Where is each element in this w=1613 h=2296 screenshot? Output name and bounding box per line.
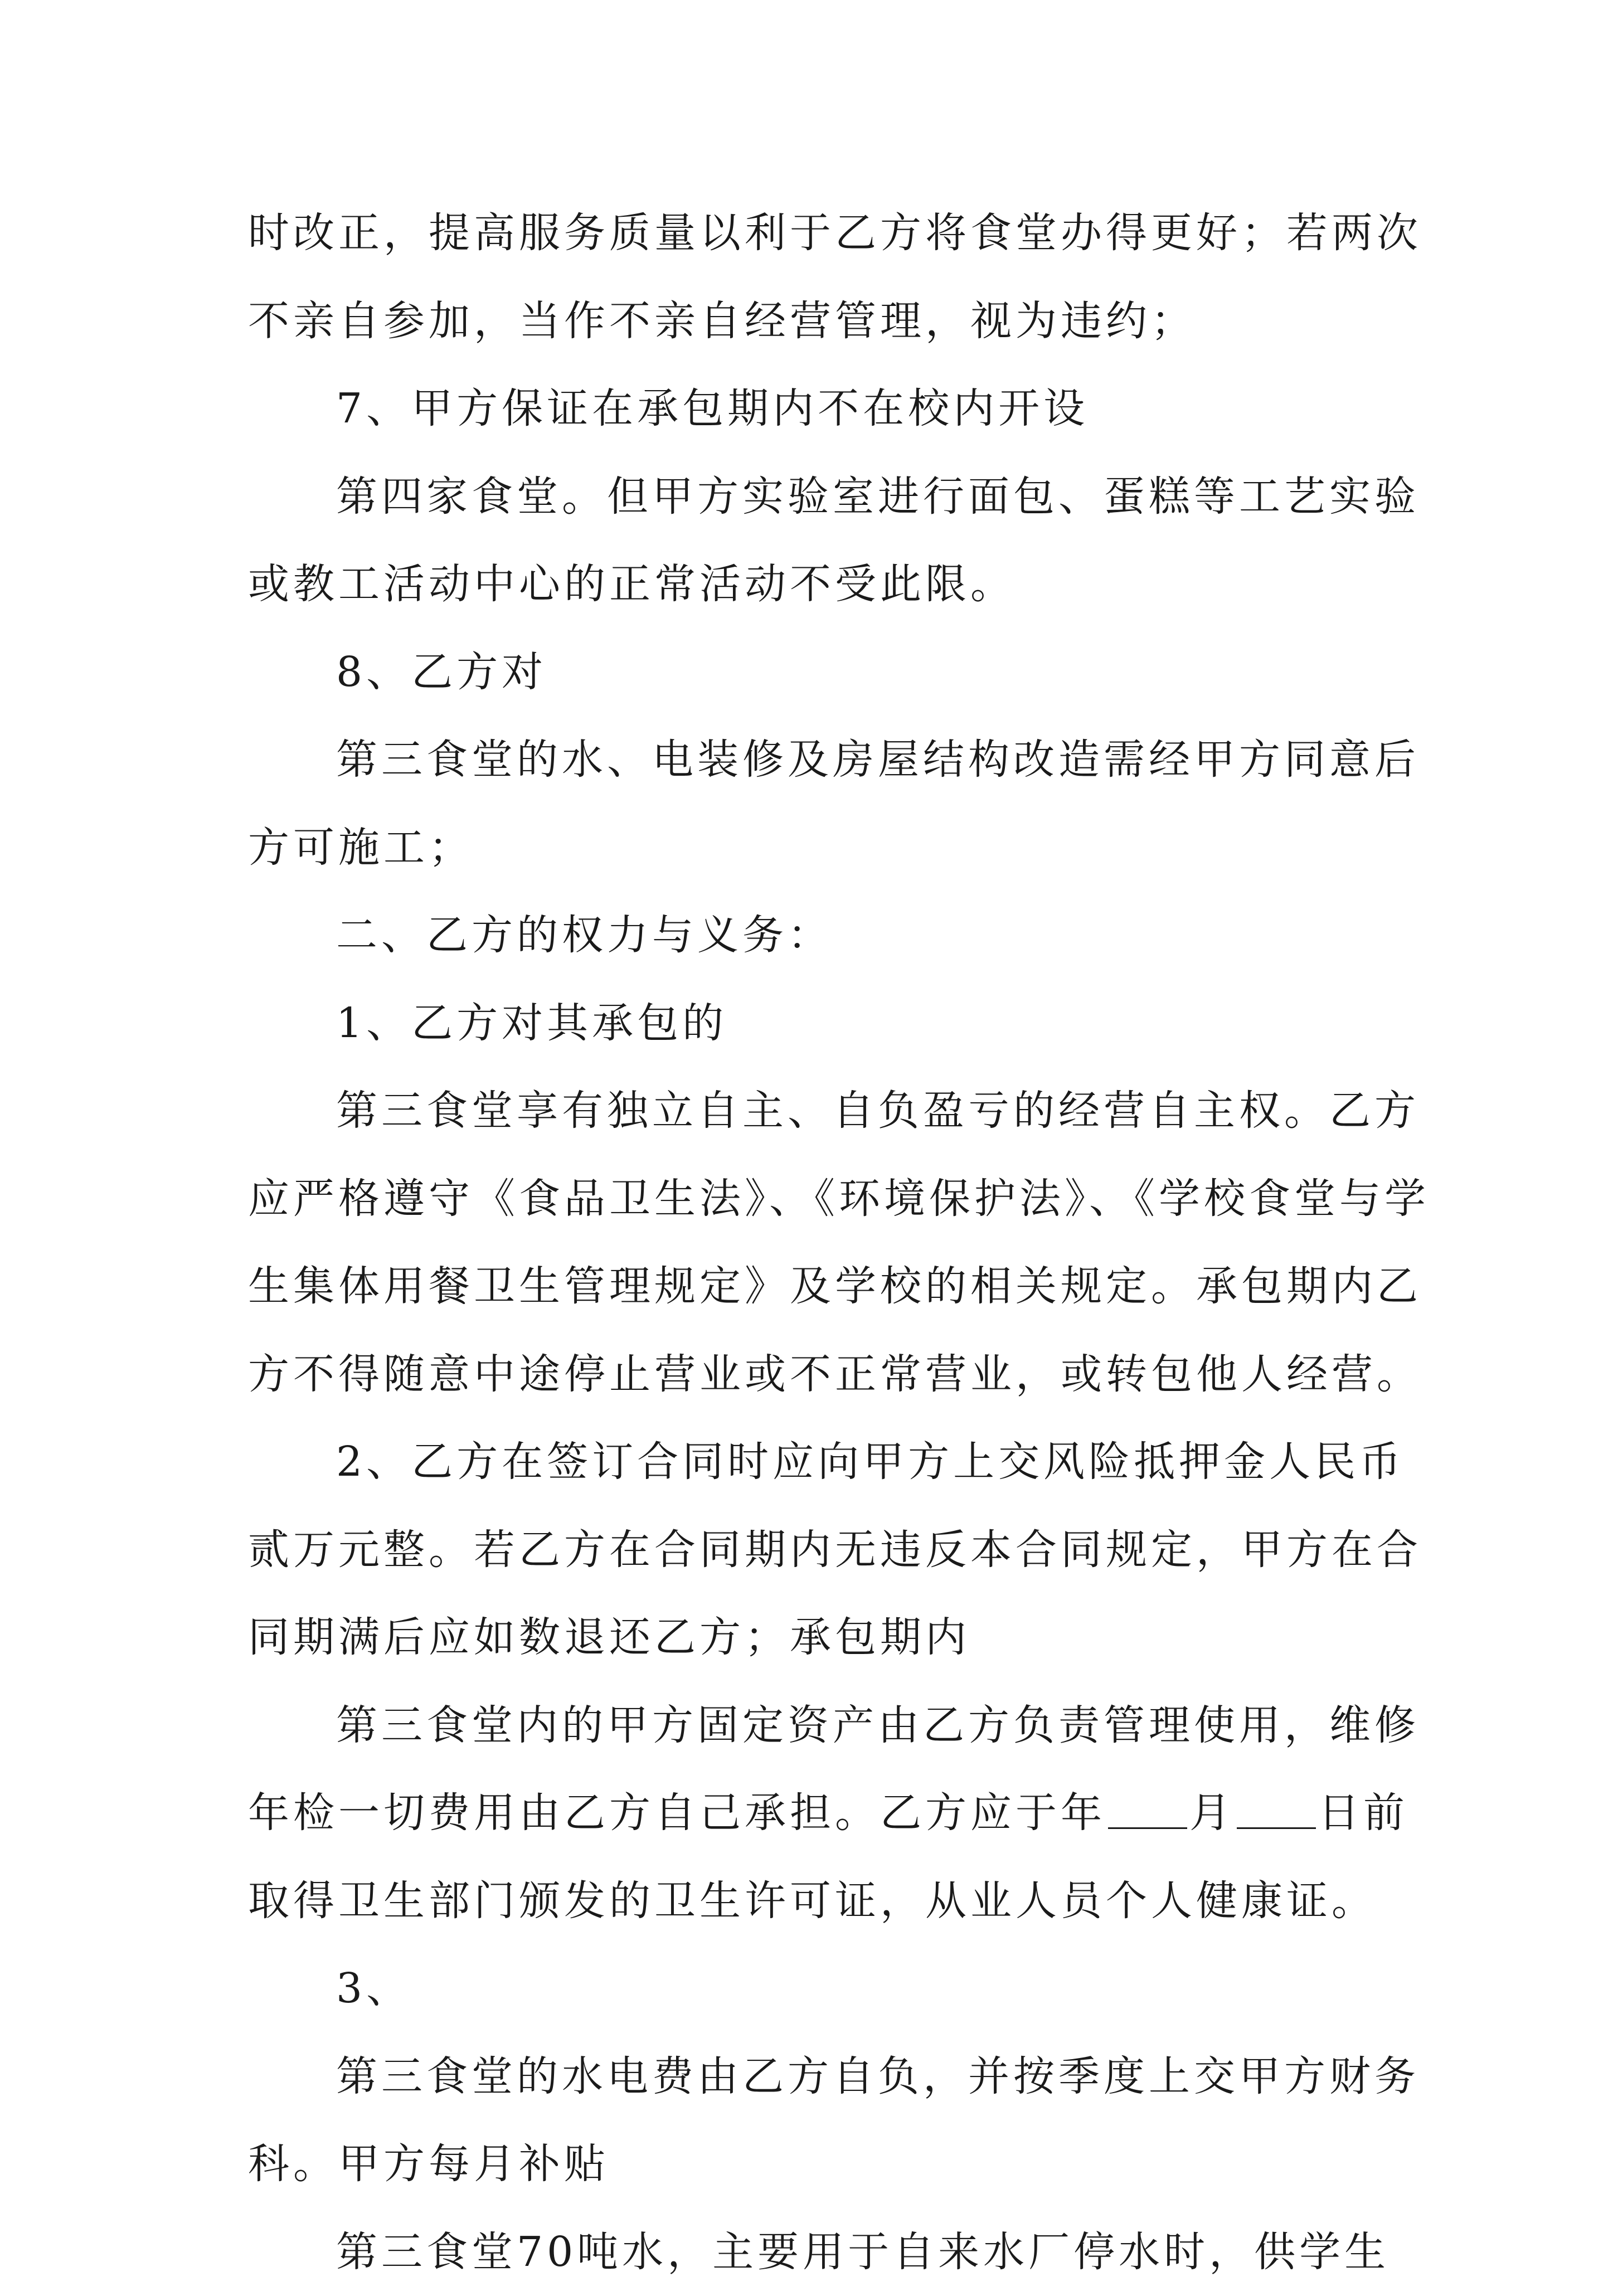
text-line-15: 2、乙方在签订合同时应向甲方上交风险抵押金人民币: [248, 1418, 1379, 1506]
text-line-16: 贰万元整。若乙方在合同期内无违反本合同规定，甲方在合: [248, 1506, 1379, 1594]
text-segment: 月: [1189, 1789, 1235, 1837]
section-heading: 二、乙方的权力与义务：: [248, 892, 1379, 980]
text-line-10: 1、乙方对其承包的: [248, 980, 1379, 1068]
text-segment: 年检一切费用由乙方自己承担。乙方应于年: [248, 1789, 1106, 1837]
text-line-3: 7、甲方保证在承包期内不在校内开设: [248, 365, 1379, 453]
text-line-6: 8、乙方对: [248, 629, 1379, 717]
text-segment: 日前: [1318, 1789, 1408, 1837]
text-line-18: 第三食堂内的甲方固定资产由乙方负责管理使用，维修: [248, 1682, 1379, 1770]
blank-day-field: [1237, 1825, 1316, 1829]
text-line-4: 第四家食堂。但甲方实验室进行面包、蛋糕等工艺实验: [248, 453, 1379, 541]
text-line-19: [248, 1769, 1379, 1857]
text-line-1: 时改正，提高服务质量以利于乙方将食堂办得更好；若两次: [248, 189, 1379, 278]
text-line-23: 科。甲方每月补贴: [248, 2120, 1379, 2209]
text-line-22: 第三食堂的水电费由乙方自负，并按季度上交甲方财务: [248, 2033, 1379, 2121]
text-line-12: 应严格遵守《食品卫生法》、《环境保护法》、《学校食堂与学: [248, 1155, 1379, 1243]
text-line-11: 第三食堂享有独立自主、自负盈亏的经营自主权。乙方: [248, 1067, 1379, 1155]
text-line-21: 3、: [248, 1945, 1379, 2033]
blank-month-field: [1108, 1825, 1187, 1829]
text-line-13: 生集体用餐卫生管理规定》及学校的相关规定。承包期内乙: [248, 1243, 1379, 1331]
text-line-5: 或教工活动中心的正常活动不受此限。: [248, 541, 1379, 629]
text-line-14: 方不得随意中途停止营业或不正常营业，或转包他人经营。: [248, 1331, 1379, 1419]
document-page: [248, 189, 1379, 2296]
text-line-2: 不亲自参加，当作不亲自经营管理，视为违约；: [248, 278, 1379, 366]
text-line-24: 第三食堂70吨水，主要用于自来水厂停水时，供学生: [248, 2209, 1379, 2296]
text-line-20: 取得卫生部门颁发的卫生许可证，从业人员个人健康证。: [248, 1857, 1379, 1945]
text-line-7: 第三食堂的水、电装修及房屋结构改造需经甲方同意后: [248, 716, 1379, 804]
text-line-17: 同期满后应如数退还乙方；承包期内: [248, 1594, 1379, 1682]
text-line-8: 方可施工；: [248, 804, 1379, 892]
